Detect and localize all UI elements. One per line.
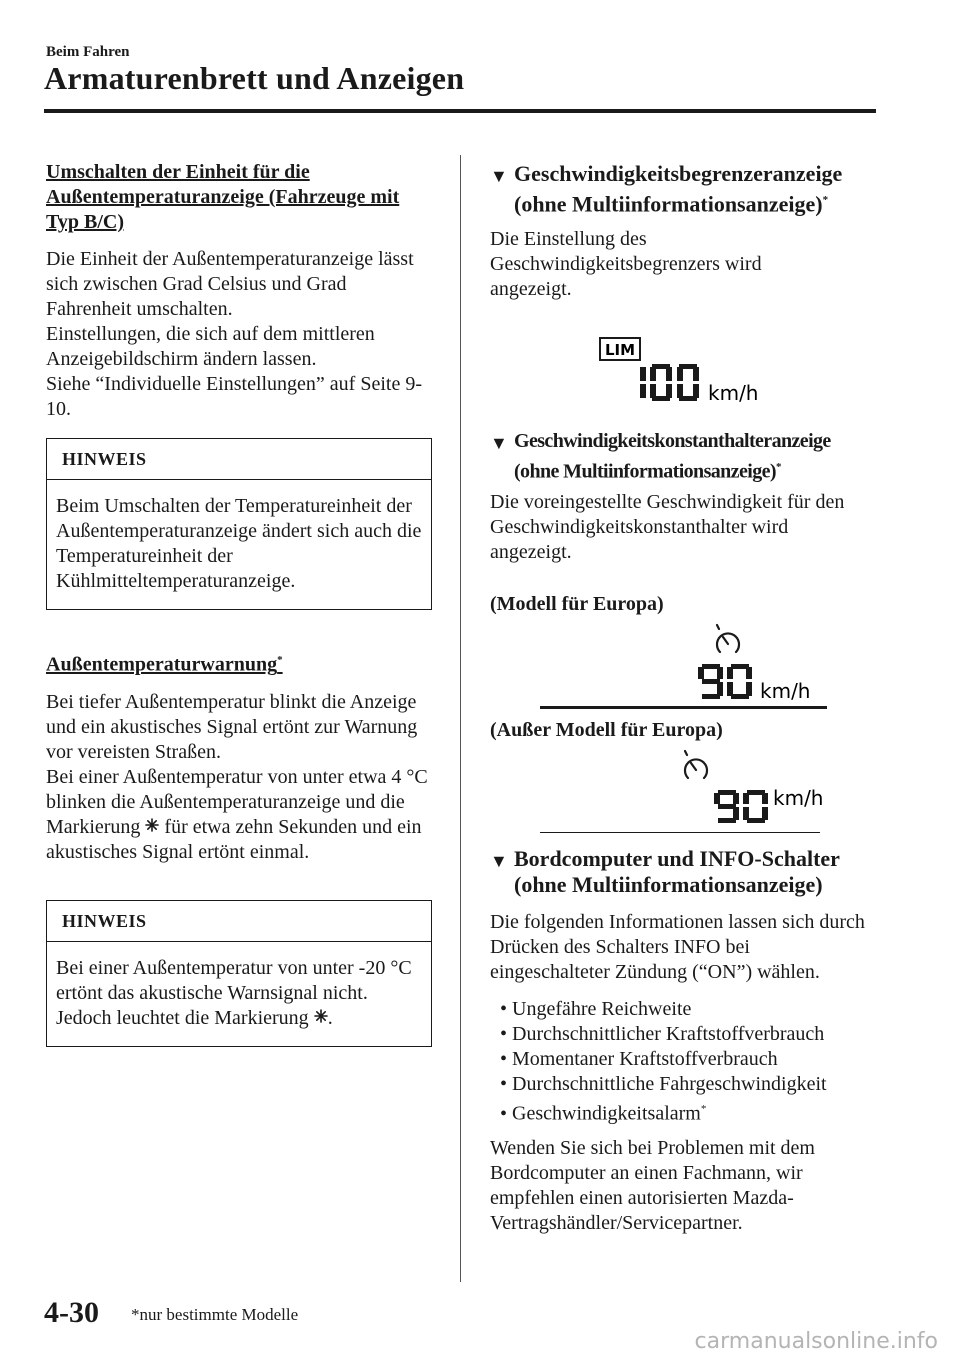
cruise-text: Die voreingestellte Geschwindigkeit für den Geschwindigkeitskonstanthalter wird angezeigt.: [490, 491, 845, 563]
computer-text: Die folgenden Informationen lassen sich durch Drücken des Schalters INFO bei eingeschalteter Zündung (“ON”) wählen.: [490, 911, 865, 983]
cruise-display-other: [676, 748, 826, 828]
display-underline: [540, 832, 820, 833]
cruise-heading: [490, 428, 910, 485]
limiter-text: Die Einstellung des Geschwindigkeitsbegrenzers wird angezeigt.: [490, 228, 762, 300]
note-heading: HINWEIS: [47, 439, 431, 480]
list-item: • Durchschnittliche Fahrgeschwindigkeit: [500, 1072, 827, 1097]
limiter-heading: [490, 161, 890, 217]
note-text: Beim Umschalten der Temperatureinheit der Außentemperaturanzeige ändert sich auch die Temperatureinheit der Kühlmitteltemperaturanzeige.: [56, 495, 422, 592]
computer-heading-line-2: (ohne Multiinformationsanzeige): [514, 872, 823, 897]
unit-switch-paragraph-1: Die Einheit der Außentemperaturanzeige lässt sich zwischen Grad Celsius und Grad Fahrenheit umschalten.: [46, 248, 414, 320]
cruise-speed-digits: [714, 790, 768, 823]
speed-unit: km/h: [773, 786, 824, 810]
speed-unit: km/h: [708, 381, 759, 405]
watermark: carmanualsonline.info: [694, 1329, 938, 1354]
list-item: • Geschwindigkeitsalarm*: [500, 1097, 827, 1127]
temperature-warning-title: Außentemperaturwarnung*: [46, 653, 283, 676]
temperature-warning-text: [46, 690, 434, 865]
column-divider: [460, 155, 461, 1282]
title-rule: [44, 109, 876, 113]
page-number: 4-30: [44, 1296, 99, 1329]
temperature-warning-paragraph-2: Bei einer Außentemperatur von unter etwa 4 °C blinken die Außentemperaturanzeige und die Markierung für etwa zehn Sekunden und ein akustisches Signal ertönt einmal.: [46, 765, 428, 863]
note-box-2: [46, 900, 432, 1047]
footnote-mark: *: [700, 1103, 707, 1115]
list-item: • Durchschnittlicher Kraftstoffverbrauch: [500, 1022, 827, 1047]
unit-switch-title: Umschalten der Einheit für die Außentemperaturanzeige (Fahrzeuge mit Typ B/C): [46, 161, 400, 233]
computer-heading: [490, 846, 890, 898]
footnote-mark: *: [277, 654, 283, 666]
europe-model-label: (Modell für Europa): [490, 593, 664, 615]
unit-switch-section: [46, 160, 434, 422]
speed-limiter-display: [595, 333, 785, 413]
unit-switch-paragraph-3: Siehe “Individuelle Einstellungen” auf Seite 9-10.: [46, 373, 422, 420]
limiter-heading-line-2: (ohne Multiinformationsanzeige)*: [514, 191, 829, 217]
temperature-warning-paragraph-1: Bei tiefer Außentemperatur blinkt die Anzeige und ein akustisches Signal ertönt zur Warnung vor vereisten Straßen.: [46, 690, 418, 763]
triangle-down-icon: ▼: [490, 433, 508, 453]
speed-limit-digits: [640, 364, 699, 401]
triangle-down-icon: ▼: [490, 166, 508, 186]
speedometer-icon: [685, 751, 707, 778]
computer-heading-line-1: Bordcomputer und INFO-Schalter: [514, 846, 840, 871]
speedometer-icon: [717, 625, 739, 652]
temperature-warning-section: [46, 648, 434, 865]
footnote-mark: *: [822, 194, 829, 206]
cruise-heading-line-1: Geschwindigkeitskonstanthalteranzeige: [514, 430, 831, 452]
non-europe-model-label: (Außer Modell für Europa): [490, 719, 723, 741]
section-label: Beim Fahren: [46, 44, 130, 60]
note-box-1: [46, 438, 432, 610]
display-underline: [540, 706, 827, 709]
info-list: [490, 997, 827, 1127]
list-item: • Momentaner Kraftstoffverbrauch: [500, 1047, 827, 1072]
limiter-heading-line-1: Geschwindigkeitsbegrenzeranzeige: [514, 161, 843, 186]
cruise-speed-digits: [698, 664, 752, 699]
footnote-mark: *: [775, 461, 781, 473]
unit-switch-paragraph-2: Einstellungen, die sich auf dem mittleren Anzeigebildschirm ändern lassen.: [46, 323, 375, 370]
note-text: Bei einer Außentemperatur von unter -20 °C ertönt das akustische Warnsignal nicht. Jedoch leuchtet die Markierung .: [56, 957, 412, 1029]
cruise-heading-line-2: (ohne Multiinformationsanzeige)*: [514, 460, 781, 483]
page-title: Armaturenbrett und Anzeigen: [44, 60, 465, 96]
cruise-display-europe: [690, 622, 830, 712]
unit-switch-text: [46, 247, 434, 422]
list-item: • Ungefähre Reichweite: [500, 997, 827, 1022]
speed-unit: km/h: [760, 679, 811, 703]
footnote: *nur bestimmte Modelle: [131, 1305, 299, 1324]
lim-tag: LIM: [604, 341, 636, 359]
snowflake-icon: [145, 818, 159, 832]
triangle-down-icon: ▼: [490, 851, 508, 871]
snowflake-icon: [314, 1009, 328, 1023]
computer-closing-text: Wenden Sie sich bei Problemen mit dem Bordcomputer an einen Fachmann, wir empfehlen einen autorisierten Mazda-Vertragshändler/Servicepartner.: [490, 1137, 815, 1234]
note-heading: HINWEIS: [47, 901, 431, 942]
